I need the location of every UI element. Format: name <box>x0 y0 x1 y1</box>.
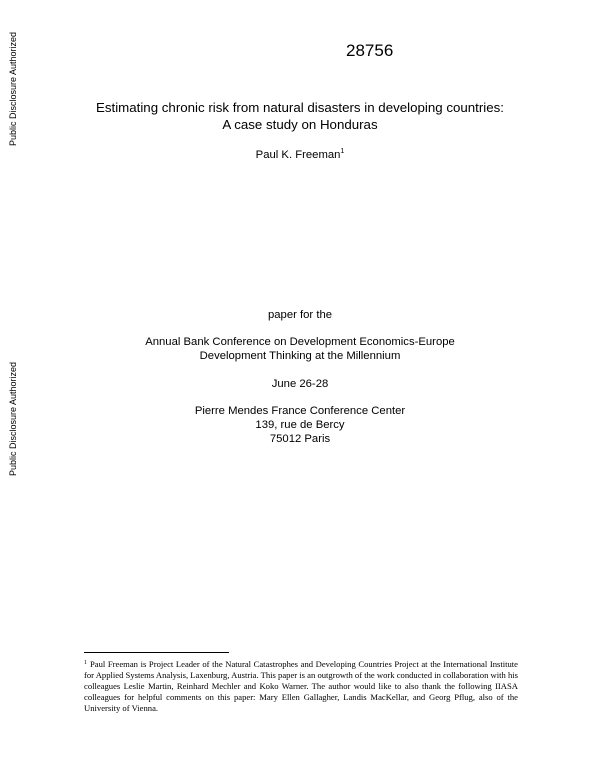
paper-title-line-1: Estimating chronic risk from natural disasters in developing countries: <box>96 100 504 115</box>
disclosure-stamp-top: Public Disclosure Authorized <box>8 31 18 146</box>
footnote-divider <box>84 652 229 653</box>
paper-title-line-2: A case study on Honduras <box>222 117 378 132</box>
conference-venue: Pierre Mendes France Conference Center <box>194 405 406 417</box>
author-name: Paul K. Freeman <box>255 149 341 161</box>
paper-title <box>60 99 540 133</box>
footnote-marker: 1 <box>84 660 87 666</box>
conference-name-line-2: Development Thinking at the Millennium <box>199 350 401 362</box>
footnote <box>84 658 518 714</box>
author-footnote-marker: 1 <box>340 148 345 155</box>
document-number: 28756 <box>346 41 394 60</box>
author-line <box>60 148 540 161</box>
conference-city: 75012 Paris <box>269 433 331 445</box>
conference-street: 139, rue de Bercy <box>255 419 345 431</box>
footnote-text: Paul Freeman is Project Leader of the Natural Catastrophes and Developing Countries Project at the International Institute for Applied Systems Analysis, Laxenburg, Austria. This paper is an outgrowth of the work conducted in collaboration with his colleagues Leslie Martin, Reinhard Mechler and Koko Warner. The author would like to also thank the following IIASA colleagues for helpful comments on this paper: Mary Ellen Gallagher, Landis MacKellar, and Georg Pflug, also of the University of Vienna. <box>84 659 518 713</box>
disclosure-stamp-middle: Public Disclosure Authorized <box>8 361 18 476</box>
conference-intro: paper for the <box>267 309 333 321</box>
conference-name-line-1: Annual Bank Conference on Development Economics-Europe <box>145 336 455 348</box>
conference-dates: June 26-28 <box>271 378 329 390</box>
